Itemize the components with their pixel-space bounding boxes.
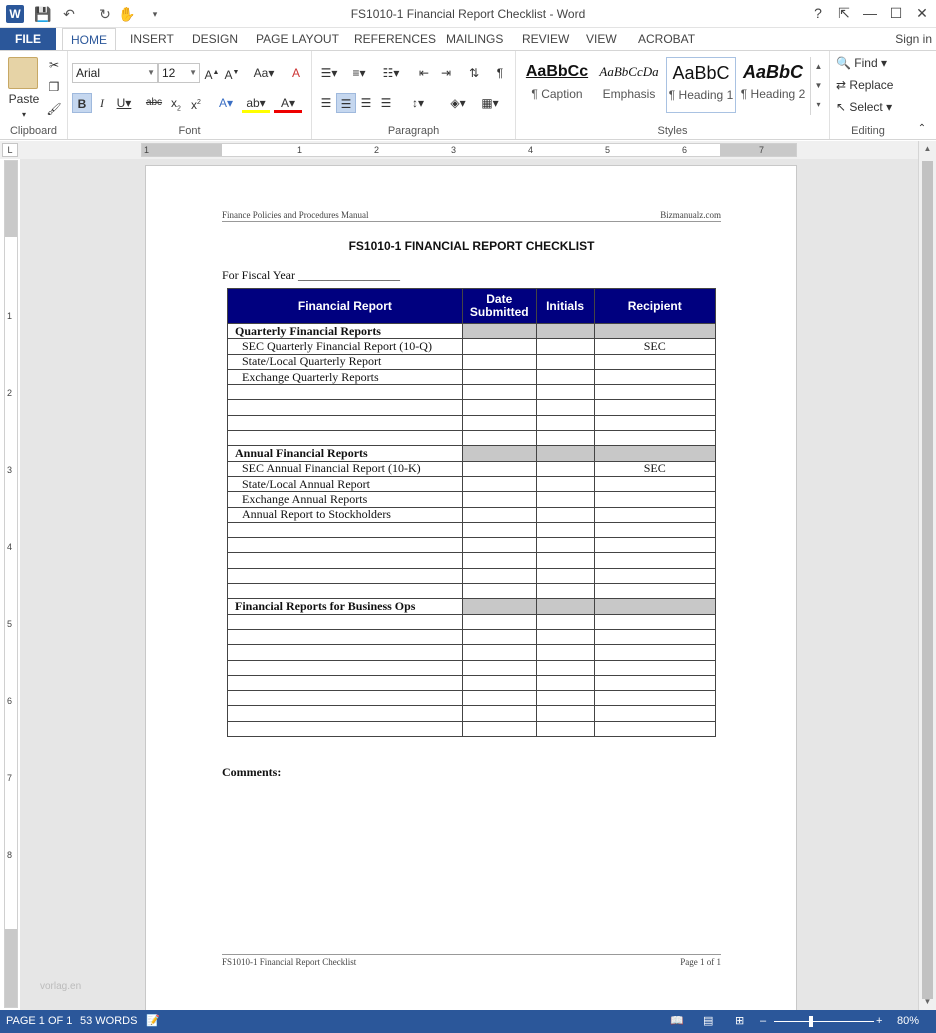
table-row [228, 507, 716, 522]
date-submitted-cell[interactable] [462, 369, 536, 384]
initials-cell[interactable] [536, 476, 594, 491]
table-row [228, 415, 716, 430]
table-row [228, 629, 716, 644]
recipient-cell[interactable] [594, 431, 715, 446]
left-margin-area [142, 144, 222, 156]
ribbon-display-options-button[interactable]: ⇱ [838, 5, 850, 21]
table-row [228, 538, 716, 553]
editing-label: Editing [851, 125, 885, 137]
table-row [228, 660, 716, 675]
table-row [228, 369, 716, 384]
text-effects-icon[interactable]: A▾ [218, 96, 234, 110]
style-sample: AaBbCc [525, 63, 589, 80]
zoom-slider[interactable] [774, 1021, 874, 1022]
paste-dropdown-icon[interactable]: ▾ [21, 110, 26, 119]
recipient-cell[interactable] [594, 369, 715, 384]
recipient-cell[interactable] [594, 400, 715, 415]
table-header-row [228, 289, 716, 324]
ruler-mark: 4 [7, 542, 13, 552]
word-count[interactable]: 53 WORDS [80, 1015, 138, 1027]
section-title[interactable]: Quarterly Financial Reports [228, 324, 463, 339]
table-row [228, 522, 716, 537]
initials-cell[interactable] [536, 629, 594, 644]
date-submitted-cell[interactable] [462, 584, 536, 599]
initials-cell[interactable] [536, 522, 594, 537]
shading-icon[interactable]: ◈▾ [450, 96, 466, 110]
justify-icon[interactable]: ☰ [380, 96, 392, 110]
paste-icon[interactable] [8, 57, 38, 89]
tab-mailings[interactable]: MAILINGS [446, 32, 504, 46]
ruler-mark: 2 [374, 145, 380, 155]
highlight-color-icon[interactable]: ab▾ [242, 93, 270, 113]
section-title[interactable]: Financial Reports for Business Ops [228, 599, 463, 614]
document-canvas [20, 159, 918, 1010]
report-cell[interactable]: SEC Quarterly Financial Report (10-Q) [228, 339, 463, 354]
zoom-in-button[interactable]: + [876, 1015, 883, 1027]
editing-group [830, 51, 906, 139]
style-name: Emphasis [602, 87, 656, 101]
ruler-mark: 3 [451, 145, 457, 155]
report-cell[interactable] [228, 629, 463, 644]
recipient-cell[interactable] [594, 522, 715, 537]
section-shaded-cell[interactable] [462, 599, 536, 614]
initials-cell[interactable] [536, 660, 594, 675]
recipient-cell[interactable]: SEC [594, 339, 715, 354]
section-shaded-cell[interactable] [462, 446, 536, 461]
recipient-cell[interactable] [594, 614, 715, 629]
initials-cell[interactable] [536, 369, 594, 384]
date-submitted-cell[interactable] [462, 492, 536, 507]
recipient-cell[interactable] [594, 660, 715, 675]
touch-mode-icon[interactable]: ✋ [118, 6, 136, 22]
date-submitted-cell[interactable] [462, 476, 536, 491]
recipient-cell[interactable]: SEC [594, 461, 715, 476]
replace-button[interactable] [836, 77, 906, 93]
date-submitted-cell[interactable] [462, 553, 536, 568]
increase-indent-icon[interactable]: ⇥ [440, 66, 452, 80]
recipient-cell[interactable] [594, 568, 715, 583]
date-submitted-cell[interactable] [462, 339, 536, 354]
ruler-mark: 1 [144, 145, 150, 155]
ruler-mark: 7 [759, 145, 765, 155]
table-row [228, 492, 716, 507]
footer-left: FS1010-1 Financial Report Checklist [222, 957, 357, 967]
page-footer [222, 954, 721, 968]
align-center-icon[interactable]: ☰ [336, 93, 356, 113]
style-heading-2[interactable] [738, 57, 808, 113]
report-cell[interactable] [228, 415, 463, 430]
section-shaded-cell[interactable] [536, 599, 594, 614]
table-row [228, 400, 716, 415]
vertical-ruler[interactable] [4, 160, 18, 1008]
proofing-icon[interactable]: 📝 [146, 1015, 160, 1027]
top-margin-area [5, 161, 17, 237]
change-case-icon[interactable]: Aa▾ [253, 66, 275, 80]
word-app-icon[interactable]: W [6, 5, 24, 23]
report-cell[interactable] [228, 660, 463, 675]
date-submitted-cell[interactable] [462, 568, 536, 583]
initials-cell[interactable] [536, 507, 594, 522]
date-submitted-cell[interactable] [462, 660, 536, 675]
shrink-font-icon[interactable]: A▼ [224, 68, 240, 82]
borders-icon[interactable]: ▦▾ [481, 96, 499, 110]
paragraph-group [312, 51, 516, 139]
style-name: ¶ Heading 2 [740, 87, 806, 101]
table-row [228, 431, 716, 446]
tab-acrobat[interactable]: ACROBAT [638, 32, 696, 46]
ruler-mark: 5 [7, 619, 13, 629]
font-size-combo[interactable] [158, 63, 200, 83]
ruler-mark: 1 [7, 311, 13, 321]
date-submitted-cell[interactable] [462, 415, 536, 430]
read-mode-icon[interactable]: 📖 [670, 1015, 684, 1027]
tab-selector[interactable]: L [2, 143, 18, 157]
multilevel-list-icon[interactable]: ☷▾ [382, 66, 400, 80]
report-cell[interactable]: SEC Annual Financial Report (10-K) [228, 461, 463, 476]
find-label: Find [854, 56, 878, 70]
initials-cell[interactable] [536, 400, 594, 415]
date-submitted-cell[interactable] [462, 400, 536, 415]
select-label: Select [849, 100, 883, 114]
initials-cell[interactable] [536, 461, 594, 476]
ruler-mark: 6 [7, 696, 13, 706]
report-cell[interactable] [228, 645, 463, 660]
date-submitted-cell[interactable] [462, 538, 536, 553]
tab-design[interactable]: DESIGN [192, 32, 239, 46]
initials-cell[interactable] [536, 675, 594, 690]
scroll-down-icon[interactable]: ▼ [923, 997, 932, 1006]
date-submitted-cell[interactable] [462, 431, 536, 446]
ruler-mark: 7 [7, 773, 13, 783]
recipient-cell[interactable] [594, 584, 715, 599]
redo-icon[interactable]: ↻ [99, 6, 111, 22]
recipient-cell[interactable] [594, 675, 715, 690]
title-bar [0, 0, 936, 28]
section-shaded-cell[interactable] [594, 324, 715, 339]
date-submitted-cell[interactable] [462, 645, 536, 660]
initials-cell[interactable] [536, 492, 594, 507]
line-spacing-icon[interactable]: ↕▾ [411, 96, 425, 110]
report-cell[interactable] [228, 675, 463, 690]
header-left: Finance Policies and Procedures Manual [222, 210, 369, 220]
tab-page-layout[interactable]: PAGE LAYOUT [256, 32, 339, 46]
numbering-icon[interactable]: ≡▾ [352, 66, 366, 80]
superscript-icon[interactable]: $x^2$ [191, 98, 201, 112]
column-header-initials: Initials [536, 289, 594, 324]
report-cell[interactable]: Exchange Quarterly Reports [228, 369, 463, 384]
section-shaded-cell[interactable] [536, 324, 594, 339]
format-painter-icon[interactable]: 🖌 [46, 102, 62, 116]
style-sample: AaBbC [672, 63, 730, 83]
watermark: vorlag.en [40, 981, 82, 992]
comments-label: Comments: [222, 765, 282, 779]
section-shaded-cell[interactable] [594, 599, 715, 614]
show-formatting-marks-icon[interactable]: ¶ [496, 66, 504, 80]
date-submitted-cell[interactable] [462, 354, 536, 369]
table-row [228, 476, 716, 491]
section-shaded-cell[interactable] [536, 446, 594, 461]
sort-icon[interactable]: ⇅ [468, 66, 480, 80]
section-shaded-cell[interactable] [594, 446, 715, 461]
initials-cell[interactable] [536, 354, 594, 369]
checklist-body [228, 324, 716, 737]
find-button[interactable]: 🔍 Find ▾ [836, 56, 887, 70]
bold-icon[interactable]: B [72, 93, 92, 113]
recipient-cell[interactable] [594, 538, 715, 553]
report-cell[interactable]: Exchange Annual Reports [228, 492, 463, 507]
table-row [228, 584, 716, 599]
ribbon [0, 50, 936, 140]
section-row [228, 324, 716, 339]
table-row [228, 553, 716, 568]
date-submitted-cell[interactable] [462, 385, 536, 400]
tab-file[interactable]: FILE [0, 28, 56, 50]
style-heading-1[interactable] [666, 57, 736, 113]
font-size-value: 12 [162, 66, 176, 80]
paste-button[interactable]: Paste [8, 92, 40, 106]
vertical-scrollbar[interactable] [918, 141, 936, 1010]
status-bar [0, 1010, 936, 1033]
web-layout-icon[interactable]: ⊞ [735, 1015, 745, 1027]
save-icon[interactable]: 💾 [34, 6, 52, 22]
replace-label: Replace [849, 78, 894, 92]
column-header-date-submitted: Date Submitted [462, 289, 536, 324]
date-submitted-cell[interactable] [462, 522, 536, 537]
zoom-level[interactable]: 80% [897, 1015, 920, 1027]
initials-cell[interactable] [536, 385, 594, 400]
report-cell[interactable] [228, 568, 463, 583]
recipient-cell[interactable] [594, 629, 715, 644]
initials-cell[interactable] [536, 431, 594, 446]
initials-cell[interactable] [536, 645, 594, 660]
report-cell[interactable] [228, 522, 463, 537]
print-layout-icon[interactable]: ▤ [703, 1015, 714, 1027]
clipboard-group [0, 51, 68, 139]
font-name-combo[interactable] [72, 63, 158, 83]
table-row [228, 461, 716, 476]
scroll-up-icon[interactable]: ▲ [923, 144, 932, 153]
copy-icon[interactable]: ❐ [48, 80, 60, 94]
close-button[interactable]: ✕ [916, 5, 928, 21]
report-cell[interactable] [228, 431, 463, 446]
report-cell[interactable] [228, 538, 463, 553]
style-name: ¶ Heading 1 [668, 88, 734, 102]
date-submitted-cell[interactable] [462, 706, 536, 721]
style-sample: AaBbCcDa [599, 64, 659, 79]
date-submitted-cell[interactable] [462, 629, 536, 644]
ribbon-tabs [0, 28, 936, 50]
recipient-cell[interactable] [594, 354, 715, 369]
style-name: ¶ Caption [531, 87, 583, 101]
customize-qat-icon[interactable]: ▾ [152, 9, 158, 19]
chevron-down-icon: ▼ [189, 68, 197, 77]
report-cell[interactable] [228, 691, 463, 706]
font-name-value: Arial [76, 66, 101, 80]
table-row [228, 354, 716, 369]
chevron-down-icon: ▼ [147, 68, 155, 77]
window-title: FS1010-1 Financial Report Checklist - Word [350, 7, 586, 21]
recipient-cell[interactable] [594, 415, 715, 430]
report-cell[interactable] [228, 584, 463, 599]
decrease-indent-icon[interactable]: ⇤ [418, 66, 430, 80]
style-caption[interactable] [522, 57, 592, 113]
collapse-ribbon-icon[interactable]: ⌃ [917, 123, 927, 134]
section-title[interactable]: Annual Financial Reports [228, 446, 463, 461]
recipient-cell[interactable] [594, 385, 715, 400]
tab-references[interactable]: REFERENCES [354, 32, 437, 46]
recipient-cell[interactable] [594, 645, 715, 660]
paragraph-label: Paragraph [387, 125, 440, 137]
date-submitted-cell[interactable] [462, 614, 536, 629]
report-cell[interactable]: Annual Report to Stockholders [228, 507, 463, 522]
date-submitted-cell[interactable] [462, 675, 536, 690]
report-cell[interactable]: State/Local Annual Report [228, 476, 463, 491]
table-row [228, 721, 716, 736]
table-row [228, 385, 716, 400]
recipient-cell[interactable] [594, 476, 715, 491]
report-cell[interactable] [228, 553, 463, 568]
recipient-cell[interactable] [594, 706, 715, 721]
report-cell[interactable]: State/Local Quarterly Report [228, 354, 463, 369]
date-submitted-cell[interactable] [462, 461, 536, 476]
initials-cell[interactable] [536, 691, 594, 706]
ruler-row [0, 141, 936, 159]
table-row [228, 706, 716, 721]
style-emphasis[interactable] [594, 57, 664, 113]
recipient-cell[interactable] [594, 721, 715, 736]
replace-icon: ⇄ [836, 78, 847, 92]
align-left-icon[interactable]: ☰ [320, 96, 332, 110]
clear-formatting-icon[interactable]: A [291, 66, 300, 80]
initials-cell[interactable] [536, 614, 594, 629]
font-color-icon[interactable]: A▾ [274, 93, 302, 113]
table-row [228, 568, 716, 583]
date-submitted-cell[interactable] [462, 507, 536, 522]
page-count[interactable]: PAGE 1 OF 1 [6, 1015, 73, 1027]
select-button[interactable]: ↖ Select ▾ [836, 100, 893, 114]
undo-icon[interactable]: ↶ [63, 6, 75, 22]
header-right: Bizmanualz.com [660, 210, 721, 220]
recipient-cell[interactable] [594, 691, 715, 706]
tab-review[interactable]: REVIEW [522, 32, 570, 46]
initials-cell[interactable] [536, 339, 594, 354]
tab-insert[interactable]: INSERT [130, 32, 174, 46]
zoom-slider-thumb[interactable] [809, 1016, 813, 1027]
recipient-cell[interactable] [594, 507, 715, 522]
find-icon: 🔍 [836, 56, 851, 70]
table-row [228, 675, 716, 690]
initials-cell[interactable] [536, 721, 594, 736]
initials-cell[interactable] [536, 553, 594, 568]
report-cell[interactable] [228, 385, 463, 400]
cut-icon[interactable]: ✂ [48, 58, 60, 72]
tab-home[interactable]: HOME [62, 28, 116, 51]
section-row [228, 599, 716, 614]
document-page[interactable] [145, 165, 797, 1025]
grow-font-icon[interactable]: A▲ [204, 68, 220, 82]
scroll-thumb[interactable] [922, 161, 933, 999]
styles-group [516, 51, 830, 139]
report-cell[interactable] [228, 721, 463, 736]
table-row [228, 614, 716, 629]
subscript-icon[interactable]: $x_2$ [171, 96, 181, 113]
horizontal-ruler[interactable] [141, 143, 797, 157]
table-row [228, 339, 716, 354]
document-title: FS1010-1 FINANCIAL REPORT CHECKLIST [348, 239, 595, 253]
bottom-margin-area [5, 929, 17, 1007]
date-submitted-cell[interactable] [462, 691, 536, 706]
initials-cell[interactable] [536, 415, 594, 430]
recipient-cell[interactable] [594, 553, 715, 568]
ruler-mark: 1 [297, 145, 303, 155]
clipboard-label: Clipboard [9, 125, 58, 137]
ruler-mark: 6 [682, 145, 688, 155]
strikethrough-icon[interactable]: abc [145, 97, 163, 108]
minimize-button[interactable]: — [863, 5, 877, 21]
maximize-button[interactable]: ☐ [889, 5, 903, 21]
checklist-table [227, 288, 716, 737]
help-button[interactable]: ? [814, 5, 822, 21]
report-cell[interactable] [228, 614, 463, 629]
fiscal-year-line: For Fiscal Year _________________ [222, 268, 401, 282]
underline-icon[interactable]: U▾ [116, 96, 132, 110]
column-header-financial-report: Financial Report [228, 289, 463, 324]
ruler-mark: 2 [7, 388, 13, 398]
initials-cell[interactable] [536, 568, 594, 583]
recipient-cell[interactable] [594, 492, 715, 507]
section-shaded-cell[interactable] [462, 324, 536, 339]
ruler-mark: 3 [7, 465, 13, 475]
report-cell[interactable] [228, 400, 463, 415]
styles-label: Styles [657, 125, 688, 137]
report-cell[interactable] [228, 706, 463, 721]
font-group [68, 51, 312, 139]
table-row [228, 645, 716, 660]
section-row [228, 446, 716, 461]
initials-cell[interactable] [536, 706, 594, 721]
align-right-icon[interactable]: ☰ [360, 96, 372, 110]
font-label: Font [178, 125, 201, 137]
footer-right: Page 1 of 1 [680, 957, 721, 967]
style-sample: AaBbC [742, 62, 803, 82]
date-submitted-cell[interactable] [462, 721, 536, 736]
tab-view[interactable]: VIEW [586, 32, 617, 46]
styles-gallery-scroll[interactable]: ▲ ▼ ▾ [810, 57, 826, 115]
select-arrow-icon: ↖ [836, 100, 847, 114]
ruler-mark: 4 [528, 145, 534, 155]
table-row [228, 691, 716, 706]
italic-icon[interactable]: I [100, 96, 104, 110]
initials-cell[interactable] [536, 538, 594, 553]
ruler-mark: 8 [7, 850, 13, 860]
bullets-icon[interactable]: ☰▾ [320, 66, 338, 80]
right-margin-area [720, 144, 796, 156]
page-header [222, 210, 721, 222]
column-header-recipient: Recipient [594, 289, 715, 324]
sign-in-link[interactable]: Sign in [895, 32, 932, 46]
zoom-out-button[interactable]: – [760, 1015, 767, 1027]
ruler-mark: 5 [605, 145, 611, 155]
initials-cell[interactable] [536, 584, 594, 599]
